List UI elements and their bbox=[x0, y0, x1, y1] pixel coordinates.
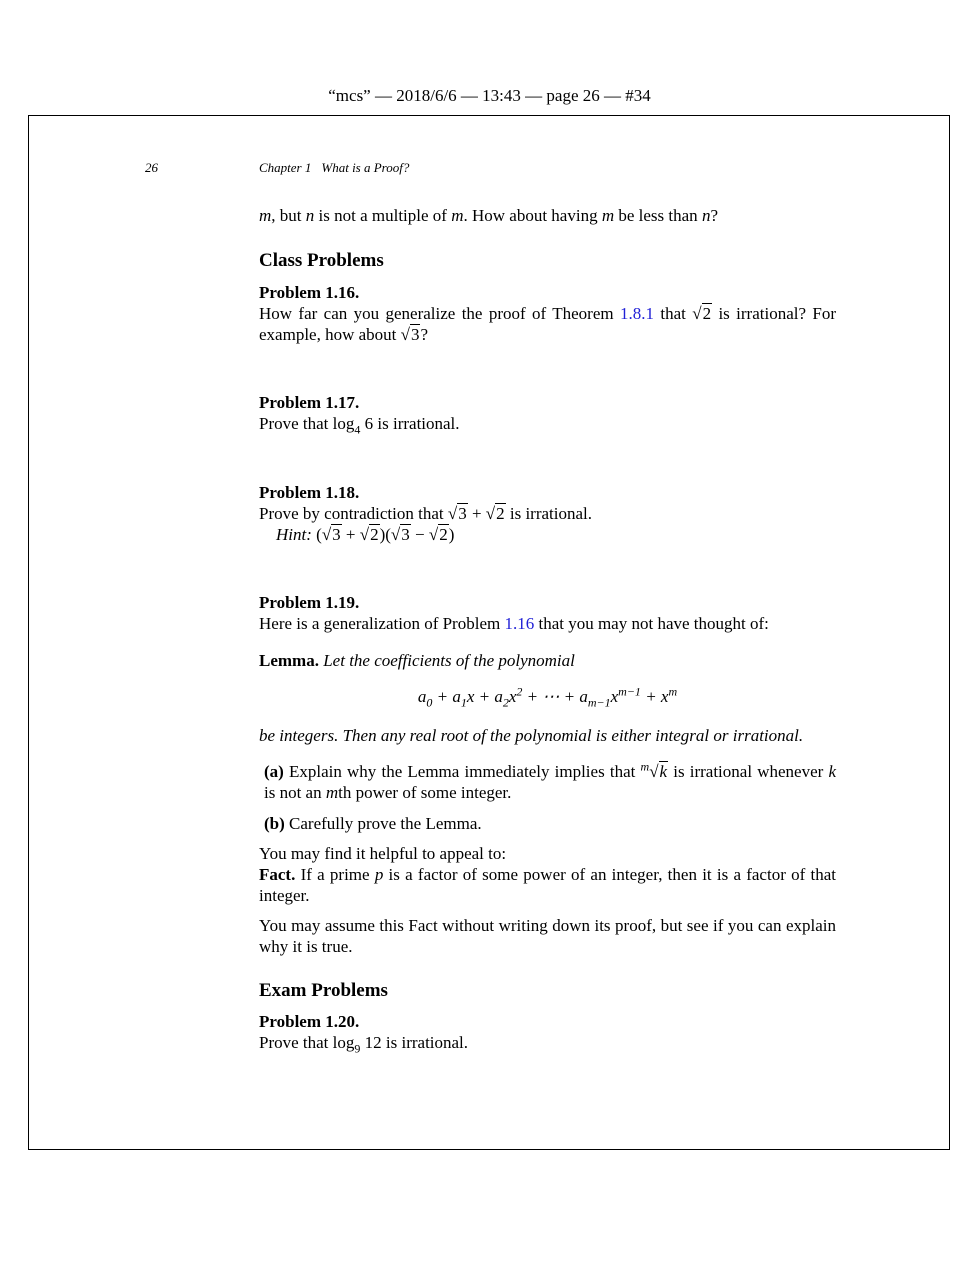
appeal-text: You may find it helpful to appeal to: bbox=[259, 844, 507, 863]
section-heading-class-problems: Class Problems bbox=[259, 250, 384, 271]
chapter-label: Chapter 1 bbox=[259, 160, 312, 175]
intro-line: m, but n is not a multiple of m. How about having m be less than n? bbox=[259, 206, 718, 225]
problem-title: Problem 1.17. bbox=[259, 393, 360, 412]
part-b: (b) Carefully prove the Lemma. bbox=[264, 814, 482, 833]
lemma: Lemma. Let the coefficients of the polynomial bbox=[259, 651, 575, 670]
problem-text: Prove by contradiction that √3 + √2 is irrational. bbox=[259, 504, 593, 523]
assume-text: You may assume this Fact without writing down its proof, but see if you can explain why it is true. bbox=[259, 916, 836, 956]
problem-1-16 bbox=[259, 282, 836, 345]
problem-text: Prove that $\log_9 12$ is irrational. bbox=[259, 1033, 469, 1056]
problem-1-18 bbox=[259, 482, 836, 545]
problem-1-19 bbox=[259, 592, 836, 957]
problem-text: Here is a generalization of Problem 1.16 that you may not have thought of: bbox=[259, 614, 769, 633]
running-head: “mcs” — 2018/6/6 — 13:43 — page 26 — #34 bbox=[328, 86, 651, 105]
page-content bbox=[259, 205, 836, 1056]
problem-title: Problem 1.20. bbox=[259, 1012, 360, 1031]
section-heading-exam-problems: Exam Problems bbox=[259, 980, 388, 1001]
theorem-link[interactable]: 1.8.1 bbox=[620, 304, 654, 323]
problem-title: Problem 1.19. bbox=[259, 593, 360, 612]
problem-link[interactable]: 1.16 bbox=[504, 614, 535, 633]
chapter-title: What is a Proof? bbox=[321, 160, 410, 175]
problem-1-20 bbox=[259, 1011, 836, 1056]
problem-text: Prove that $\log_4 6$ is irrational. bbox=[259, 414, 460, 437]
problem-title: Problem 1.18. bbox=[259, 483, 360, 502]
sqrt-symbol: √2 bbox=[692, 304, 712, 323]
part-a: (a) Explain why the Lemma immediately implies that $^m$√k is irrational whenever k is not an mth power of some integer. bbox=[264, 759, 836, 802]
chapter-header bbox=[259, 160, 409, 176]
fact: Fact. If a prime p is a factor of some power of an integer, then it is a factor of that integer. bbox=[259, 865, 836, 905]
sqrt-symbol: √3 bbox=[400, 325, 420, 344]
problem-text: How far can you generalize the proof of Theorem 1.8.1 that √2 is irrational? For example, how about √3? bbox=[259, 304, 836, 344]
polynomial-equation: $a_0 + a_1x + a_2x^2$ + ⋯ + $a_{m-1}x^{m-1} + x^m$ bbox=[417, 684, 678, 710]
problem-title: Problem 1.16. bbox=[259, 283, 360, 302]
lemma-conclusion: be integers. Then any real root of the polynomial is either integral or irrational. bbox=[259, 726, 804, 745]
hint-line: Hint: (√3 + √2)(√3 − √2) bbox=[276, 525, 455, 544]
problem-1-17 bbox=[259, 392, 836, 437]
nth-root-symbol: $^m$√k bbox=[640, 759, 668, 781]
page-number: 26 bbox=[145, 160, 158, 175]
